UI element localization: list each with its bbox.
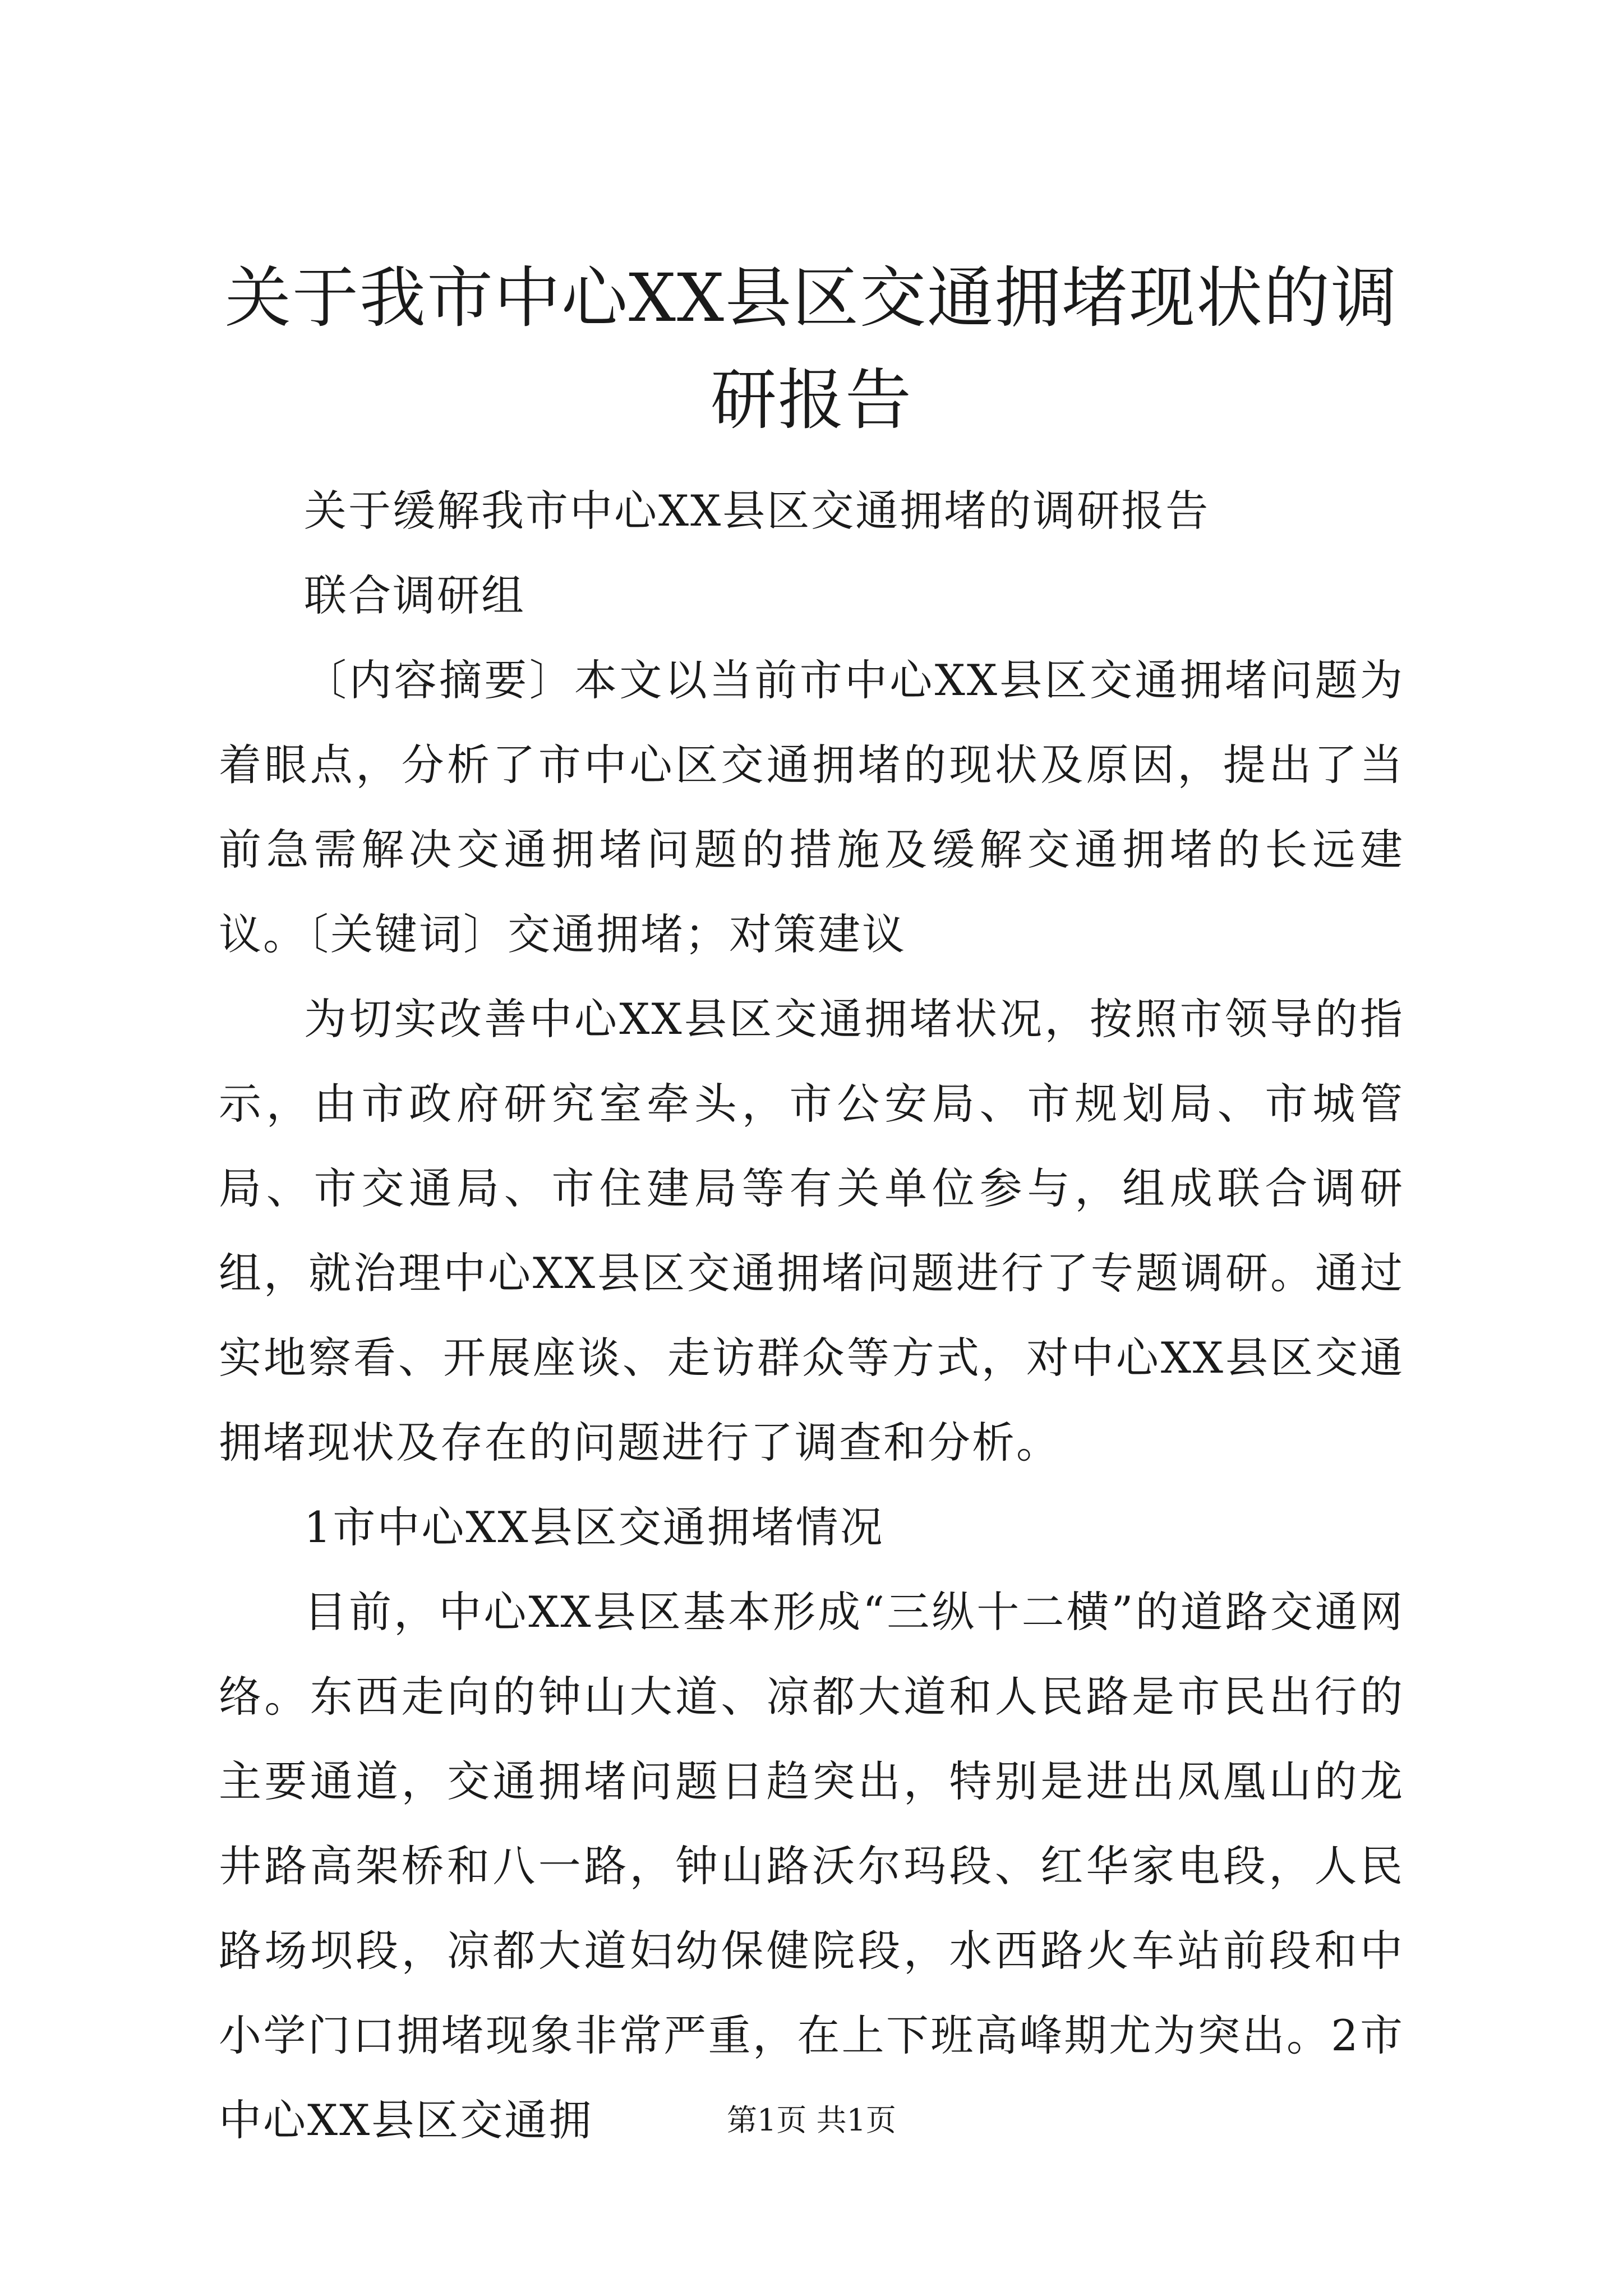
intro-paragraph: 为切实改善中心XX县区交通拥堵状况，按照市领导的指示，由市政府研究室牵头，市公安局、市规划局、市城管局、市交通局、市住建局等有关单位参与，组成联合调研组，就治理中心XX县区交通拥堵问题进行了专题调研。通过实地察看、开展座谈、走访群众等方式，对中心XX县区交通拥堵现状及存在的问题进行了调查和分析。 <box>219 994 1404 1467</box>
author-paragraph: 联合调研组 <box>304 570 525 620</box>
page-footer <box>0 2101 1623 2140</box>
abstract-paragraph: 〔内容摘要〕本文以当前市中心XX县区交通拥堵问题为着眼点，分析了市中心区交通拥堵的现状及原因，提出了当前急需解决交通拥堵问题的措施及缓解交通拥堵的长远建议。〔关键词〕交通拥堵；对策建议 <box>219 655 1404 959</box>
document-title: 关于我市中心XX县区交通拥堵现状的调研报告 <box>224 259 1398 439</box>
section-paragraph: 目前，中心XX县区基本形成“三纵十二横”的道路交通网络。东西走向的钟山大道、凉都大道和人民路是市民出行的主要通道，交通拥堵问题日趋突出，特别是进出凤凰山的龙井路高架桥和八一路，钟山路沃尔玛段、红华家电段，人民路场坝段，凉都大道妇幼保健院段，水西路火车站前段和中小学门口拥堵现象非常严重，在上下班高峰期尤为突出。2市中心XX县区交通拥 <box>219 1587 1404 2145</box>
section-heading: 1市中心XX县区交通拥堵情况 <box>304 1502 884 1552</box>
page-number-label: 第1页 共1页 <box>727 2102 896 2138</box>
subtitle-paragraph: 关于缓解我市中心XX县区交通拥堵的调研报告 <box>304 486 1210 536</box>
document-body <box>219 468 1404 2162</box>
